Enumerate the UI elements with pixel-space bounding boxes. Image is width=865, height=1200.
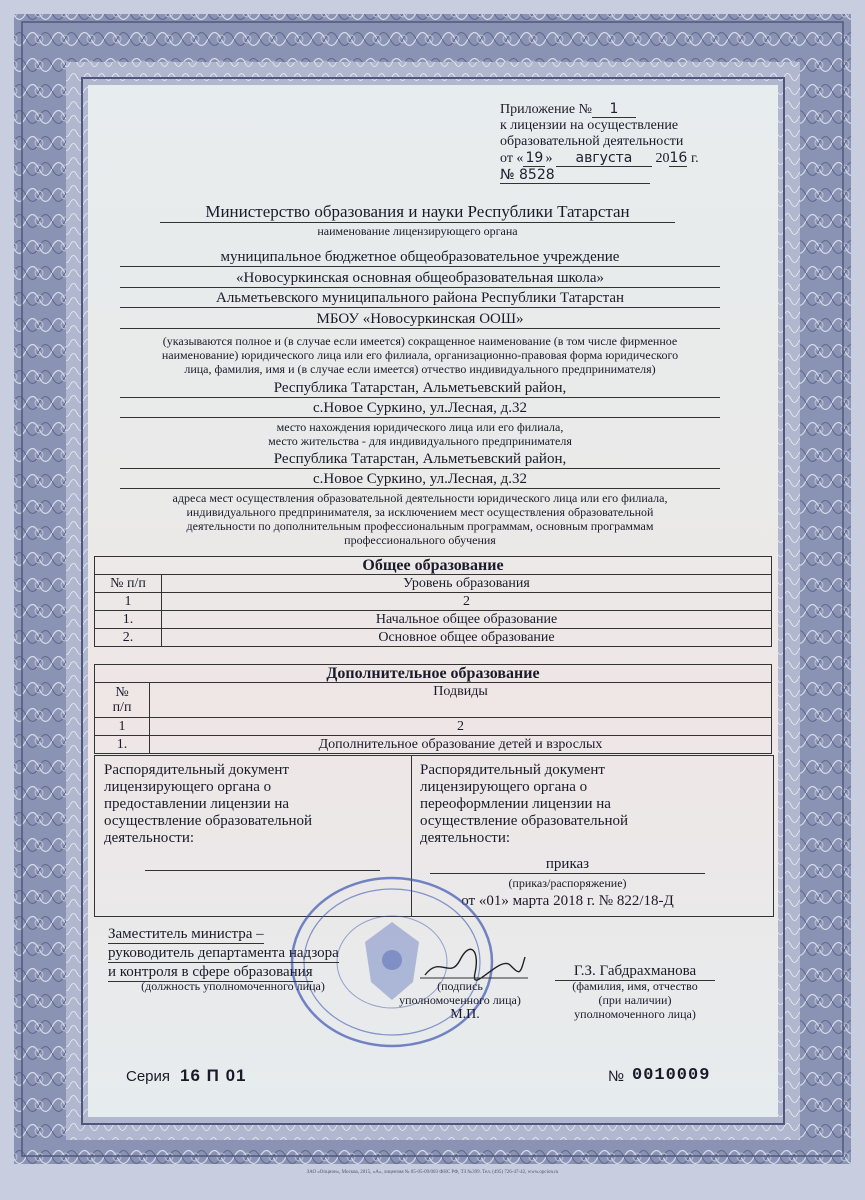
signature-caption: (подпись уполномоченного лица) — [399, 979, 521, 1007]
cell: 2. — [95, 629, 162, 647]
appendix-year: 16 — [669, 150, 688, 166]
table-row — [95, 736, 772, 754]
appendix-month: августа — [556, 150, 652, 167]
org-line-3: Альметьевского муниципального района Республики Татарстан — [120, 290, 720, 308]
location-line-1: Республика Татарстан, Альметьевский район, — [120, 380, 720, 398]
cell: Основное общее образование — [162, 629, 772, 647]
cell: 2 — [150, 718, 772, 736]
table-row — [95, 683, 772, 718]
general-col-level: Уровень образования — [162, 575, 772, 593]
appendix-day: 19 — [523, 150, 545, 167]
signer-position: Заместитель министра – руководитель департамента надзора и контроля в сфере образования — [108, 926, 339, 980]
decision-doc-ref: от «01» марта 2018 г. № 822/18-Д — [461, 893, 674, 909]
additional-col-subtypes: Подвиды — [150, 683, 772, 718]
cell: 2 — [162, 593, 772, 611]
decision-doc-type-caption: (приказ/распоряжение) — [508, 876, 627, 890]
number-label: № — [608, 1068, 625, 1085]
signer-name-caption: (фамилия, имя, отчество (при наличии) уполномоченного лица) — [572, 979, 698, 1021]
printer-footer: ЗАО «Опцион», Москва, 2015, «А», лицензия № 05-05-09/003 ФНС РФ, ТЗ №399. Тел. (495) 726-47-42, www.opcion.ru — [306, 1170, 559, 1175]
decision-right: Распорядительный документ лицензирующего органа о переоформлении лицензии на осуществление образовательной деятельности: — [420, 762, 628, 846]
table-row — [95, 718, 772, 736]
appendix-number: 1 — [592, 101, 636, 118]
stamp-mark: М.П. — [450, 1007, 480, 1022]
table-row — [95, 575, 772, 593]
activity-line-2: с.Новое Суркино, ул.Лесная, д.32 — [120, 471, 720, 489]
activity-caption-1: адреса мест осуществления образовательной деятельности юридического лица или его филиала, — [172, 491, 668, 505]
series-label: Серия — [126, 1068, 171, 1085]
table-row — [95, 629, 772, 647]
cell: 1 — [95, 718, 150, 736]
authority-caption: наименование лицензирующего органа — [317, 224, 518, 238]
location-caption-2: место жительства - для индивидуального предпринимателя — [268, 434, 572, 448]
general-col-number: № п/п — [95, 575, 162, 593]
activity-caption-4: профессионального обучения — [344, 533, 496, 547]
decision-doc-type: приказ — [430, 856, 705, 874]
general-education-title: Общее образование — [95, 557, 772, 575]
org-caption-2: наименование) юридического лица или его филиала, организационно-правовая форма юридического — [161, 348, 679, 362]
cell: 1 — [95, 593, 162, 611]
blank-number: 0010009 — [632, 1066, 711, 1085]
org-line-4: МБОУ «Новосуркинская ООШ» — [120, 311, 720, 329]
decision-left: Распорядительный документ лицензирующего органа о предоставлении лицензии на осуществление образовательной деятельности: — [104, 762, 312, 846]
cell: 1. — [95, 611, 162, 629]
table-row — [95, 593, 772, 611]
location-caption-1: место нахождения юридического лица или его филиала, — [276, 420, 564, 434]
activity-line-1: Республика Татарстан, Альметьевский район, — [120, 451, 720, 469]
series-value: 16 П 01 — [180, 1066, 247, 1085]
cell: Начальное общее образование — [162, 611, 772, 629]
table-row — [95, 611, 772, 629]
decision-left-blank — [145, 870, 380, 871]
activity-caption-2: индивидуального предпринимателя, за исключением мест осуществления образовательной — [186, 505, 654, 519]
cell: Дополнительное образование детей и взрослых — [150, 736, 772, 754]
location-line-2: с.Новое Суркино, ул.Лесная, д.32 — [120, 400, 720, 418]
additional-education-table — [94, 664, 772, 754]
additional-col-number: № п/п — [95, 683, 150, 718]
org-caption-1: (указываются полное и (в случае если имеется) сокращенное наименование (в том числе фирменное — [162, 334, 678, 348]
general-education-table — [94, 556, 772, 647]
appendix-line2: к лицензии на осуществление — [500, 118, 679, 133]
org-line-2: «Новосуркинская основная общеобразовательная школа» — [120, 270, 720, 288]
org-line-1: муниципальное бюджетное общеобразовательное учреждение — [120, 249, 720, 267]
authority-name: Министерство образования и науки Республики Татарстан — [160, 202, 675, 223]
appendix-line3: образовательной деятельности — [500, 134, 684, 149]
appendix-number-label: Приложение № 1 — [500, 101, 636, 118]
registration-number: № 8528 — [500, 167, 660, 184]
cell: 1. — [95, 736, 150, 754]
appendix-date: от « 19 » августа 2016 г. — [500, 150, 699, 166]
org-caption-3: лица, фамилия, имя и (в случае если имеется) отчество индивидуального предпринимателя) — [184, 362, 656, 376]
additional-education-title: Дополнительное образование — [95, 665, 772, 683]
activity-caption-3: деятельности по дополнительным профессиональным программам, основным программам — [186, 519, 654, 533]
signer-name: Г.З. Габдрахманова — [555, 963, 715, 981]
signer-position-caption: (должность уполномоченного лица) — [141, 979, 325, 993]
